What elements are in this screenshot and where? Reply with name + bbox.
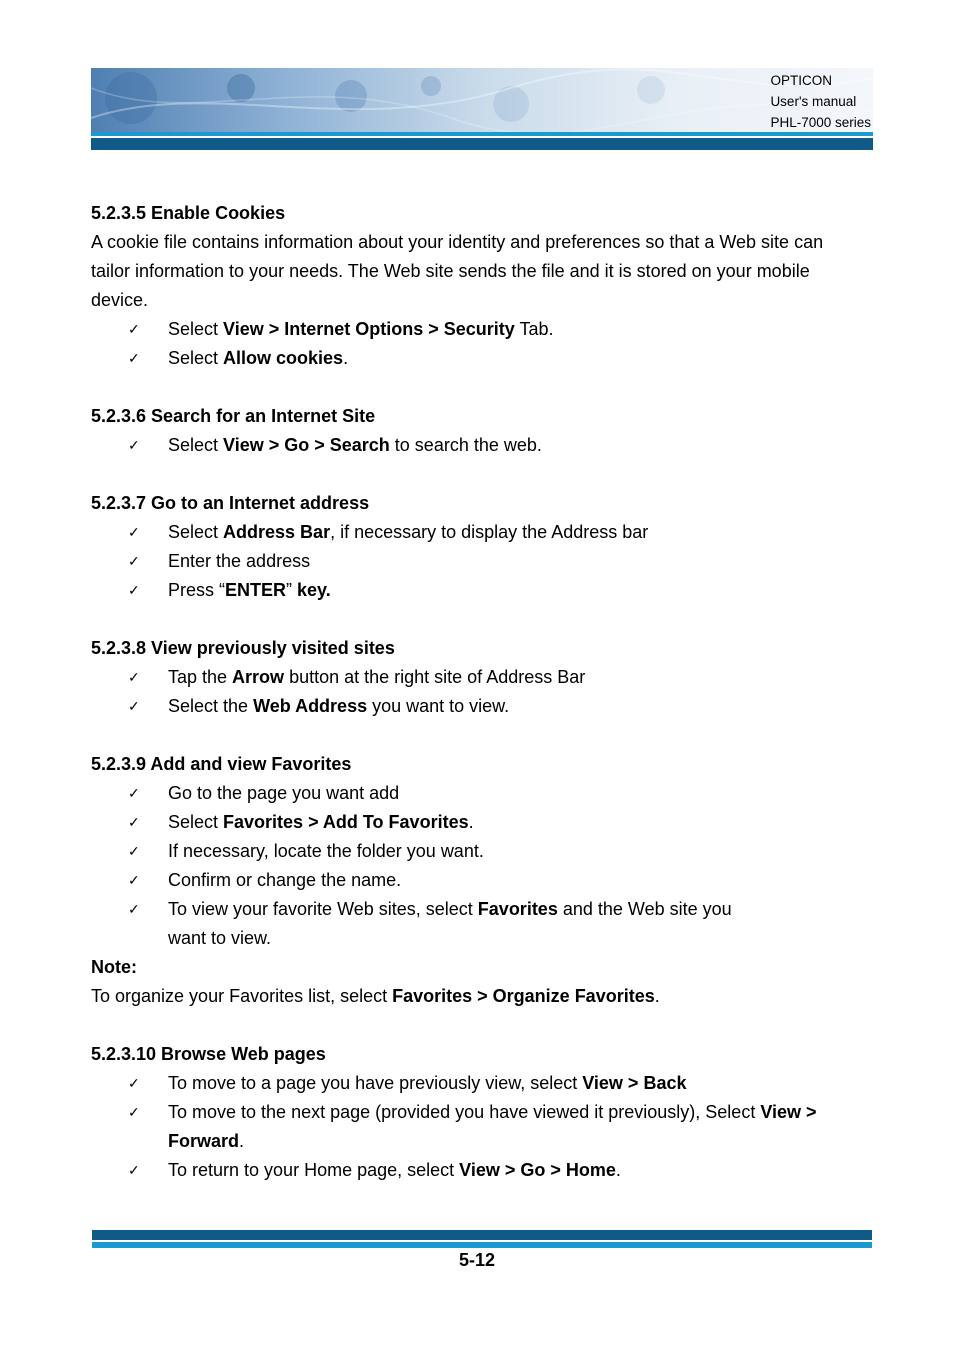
list-item: ✓ To move to a page you have previously view, select View > Back [91, 1069, 881, 1098]
check-icon: ✓ [128, 872, 140, 888]
check-icon: ✓ [128, 1104, 140, 1120]
page-header [91, 68, 873, 150]
list-item: ✓ Select the Web Address you want to view. [91, 692, 881, 721]
header-rule-light [91, 132, 873, 136]
banner-decoration [91, 68, 873, 132]
list-item: ✓ Confirm or change the name. [91, 866, 881, 895]
section-heading-goto: 5.2.3.7 Go to an Internet address [91, 493, 370, 513]
list-item: ✓ To return to your Home page, select View > Go > Home. [91, 1156, 881, 1185]
page-content [91, 199, 881, 1185]
paragraph-line: device. [91, 290, 149, 310]
note-label: Note: [91, 957, 137, 977]
header-rule-dark [91, 138, 873, 150]
check-icon: ✓ [128, 437, 140, 453]
paragraph-line: A cookie file contains information about your identity and preferences so that a Web site can [91, 232, 824, 252]
check-icon: ✓ [128, 350, 140, 366]
section-heading-visited: 5.2.3.8 View previously visited sites [91, 638, 395, 658]
page-number: 5-12 [458, 1250, 496, 1270]
header-banner-image [91, 68, 873, 132]
check-icon: ✓ [128, 524, 140, 540]
check-icon: ✓ [128, 901, 140, 917]
list-item: ✓ Select Allow cookies. [91, 344, 881, 373]
check-icon: ✓ [128, 785, 140, 801]
check-icon: ✓ [128, 843, 140, 859]
list-item: ✓ Tap the Arrow button at the right site of Address Bar [91, 663, 881, 692]
header-manual: User's manual [770, 94, 857, 109]
section-heading-favorites: 5.2.3.9 Add and view Favorites [91, 754, 352, 774]
check-icon: ✓ [128, 321, 140, 337]
footer-rule-dark [92, 1230, 872, 1240]
list-item: ✓ Select Address Bar, if necessary to display the Address bar [91, 518, 881, 547]
note-text: To organize your Favorites list, select Favorites > Organize Favorites. [91, 986, 660, 1006]
list-item: ✓ Go to the page you want add [91, 779, 881, 808]
section-heading-browse: 5.2.3.10 Browse Web pages [91, 1044, 326, 1064]
list-item: ✓ To view your favorite Web sites, select Favorites and the Web site you want to view. [91, 895, 868, 953]
list-item: ✓ Select View > Internet Options > Security Tab. [91, 315, 881, 344]
header-info [770, 70, 871, 132]
list-item: ✓ Press “ENTER” key. [91, 576, 881, 605]
check-icon: ✓ [128, 698, 140, 714]
check-icon: ✓ [128, 814, 140, 830]
check-icon: ✓ [128, 582, 140, 598]
header-series: PHL-7000 series [770, 115, 871, 130]
list-item: ✓ Select Favorites > Add To Favorites. [91, 808, 881, 837]
header-company: OPTICON [770, 73, 832, 88]
check-icon: ✓ [128, 553, 140, 569]
paragraph-line: tailor information to your needs. The Web site sends the file and it is stored on your mobile [91, 261, 810, 281]
check-icon: ✓ [128, 669, 140, 685]
list-item: ✓ Enter the address [91, 547, 881, 576]
list-item: ✓ To move to the next page (provided you have viewed it previously), Select View > Forward. [91, 1098, 881, 1156]
section-heading-cookies: 5.2.3.5 Enable Cookies [91, 203, 286, 223]
list-item: ✓ Select View > Go > Search to search the web. [91, 431, 881, 460]
check-icon: ✓ [128, 1162, 140, 1178]
section-heading-search: 5.2.3.6 Search for an Internet Site [91, 406, 376, 426]
check-icon: ✓ [128, 1075, 140, 1091]
list-item: ✓ If necessary, locate the folder you want. [91, 837, 881, 866]
